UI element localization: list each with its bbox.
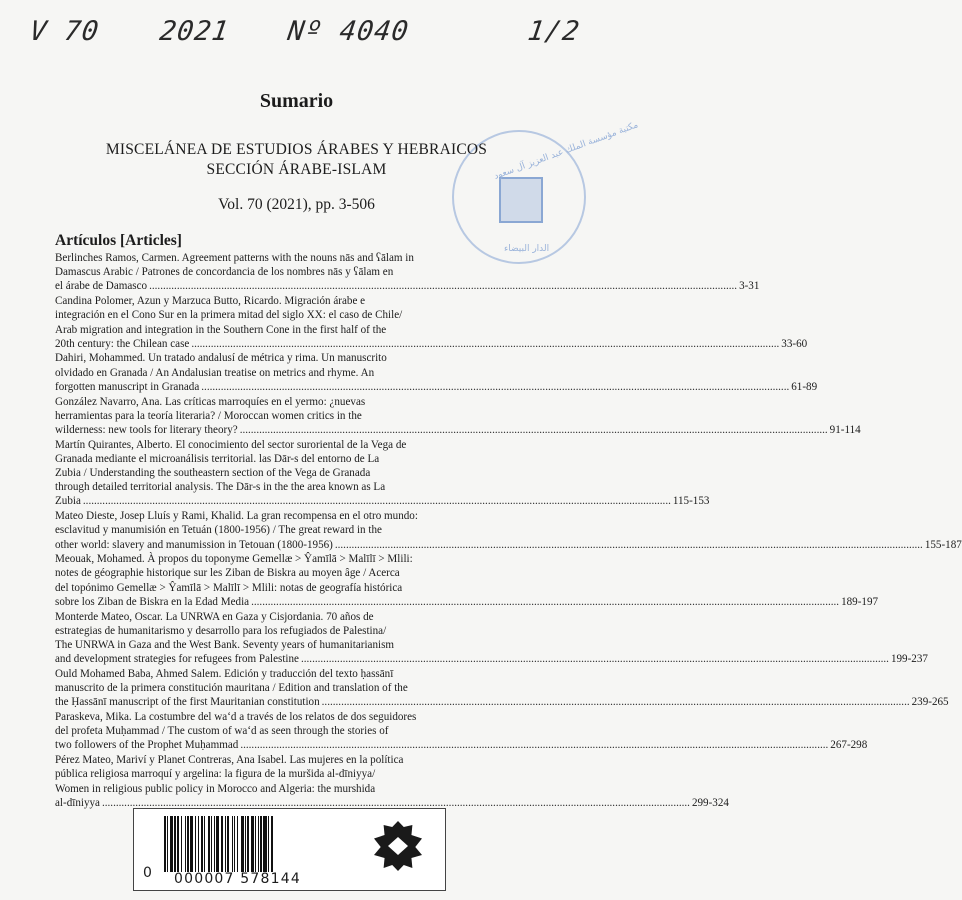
toc-entry [55, 395, 861, 438]
toc-entry [55, 438, 710, 509]
barcode-lead-digit: 0 [143, 865, 152, 881]
toc-entry-last-text: the Ḥassānī manuscript of the first Mauritanian constitution [55, 696, 320, 709]
dot-leader [251, 595, 839, 609]
toc-entry-line: Meouak, Mohamed. À propos du toponyme Gemellæ > Ŷamīlā > Malīlī > Mlili: [55, 553, 413, 566]
toc-entry-line: pública religiosa marroquí y argelina: la figura de la muršida al-dīniyya/ [55, 768, 376, 781]
toc-entry-last-text: 20th century: the Chilean case [55, 337, 190, 350]
handwritten-volume: V 70 [27, 16, 102, 47]
toc-entry-last-text: forgotten manuscript in Granada [55, 380, 200, 393]
toc-entry-last-line [55, 595, 879, 609]
toc-entry-line: del topónimo Gemellæ > Ŷamīlā > Malīlī > Mlili: notas de geografía histórica [55, 581, 403, 594]
toc-entry [55, 667, 949, 710]
toc-entry-last-line [55, 279, 760, 293]
toc-entry [55, 610, 928, 667]
toc-entry-pages: 33-60 [781, 337, 808, 350]
toc-entry-line: Paraskeva, Mika. La costumbre del wa‘d a través de los relatos de dos seguidores [55, 711, 417, 723]
handwritten-number: Nº 4040 [285, 16, 411, 47]
toc-entry-pages: 155-187 [924, 538, 962, 551]
journal-name [0, 140, 593, 180]
dot-leader [201, 380, 789, 394]
toc-entry-pages: 189-197 [841, 595, 879, 608]
toc-entry-last-line [55, 738, 868, 752]
toc-entry-last-line [55, 695, 949, 709]
toc-entry-last-line [55, 538, 962, 552]
toc-entry-line: Arab migration and integration in the Southern Cone in the first half of the [55, 323, 387, 336]
dot-leader [149, 279, 737, 293]
dot-leader [322, 695, 910, 709]
dot-leader [240, 738, 828, 752]
toc-entry-line: notes de géographie historique sur les Ziban de Biskra au moyen âge / Acerca [55, 567, 400, 580]
dot-leader [191, 337, 779, 351]
toc-entry-line: olvidado en Granada / An Andalusian treatise on metrics and rhyme. An [55, 366, 375, 379]
toc-entry-last-text: wilderness: new tools for literary theory? [55, 423, 238, 436]
toc-entry-last-line [55, 337, 808, 351]
barcode-label [133, 808, 446, 891]
toc-entry-pages: 91-114 [829, 423, 861, 436]
toc-entry-line: Women in religious public policy in Morocco and Algeria: the murshida [55, 782, 376, 795]
toc-entry-last-text: al-dīniyya [55, 796, 100, 809]
toc-entry-line: González Navarro, Ana. Las críticas marroquíes en el yermo: ¿nuevas [55, 395, 366, 408]
journal-line-2: SECCIÓN ÁRABE-ISLAM [206, 161, 387, 178]
volume-info: Vol. 70 (2021), pp. 3-506 [218, 196, 375, 213]
barcode-number: 000007 578144 [174, 871, 301, 887]
toc-entry-line: Damascus Arabic / Patrones de concordancia de los nombres nās y ʕālam en [55, 266, 394, 279]
toc-entry [55, 552, 879, 609]
toc-entry-pages: 61-89 [791, 380, 818, 393]
toc-entry-line: herramientas para la teoría literaria? / Moroccan women critics in the [55, 409, 362, 422]
toc-entry-line: del profeta Muḥammad / The custom of wa‘d as seen through the stories of [55, 725, 389, 738]
toc-entry-line: manuscrito de la primera constitución mauritana / Edition and translation of the [55, 682, 408, 695]
toc-entry-last-text: other world: slavery and manumission in Tetouan (1800-1956) [55, 538, 333, 551]
toc-entry [55, 251, 760, 294]
toc-entry-last-line [55, 380, 818, 394]
toc-entry-pages: 299-324 [691, 796, 729, 809]
toc-entry-pages: 115-153 [672, 495, 710, 508]
toc-entry-last-text: sobre los Ziban de Biskra en la Edad Media [55, 595, 250, 608]
toc-entry-line: integración en el Cono Sur en la primera mitad del siglo XX: el caso de Chile/ [55, 309, 403, 322]
toc-entry-line: The UNRWA in Gaza and the West Bank. Seventy years of humanitarianism [55, 638, 395, 651]
toc-entry [55, 710, 868, 753]
toc-entry-line: Ould Mohamed Baba, Ahmed Salem. Edición y traducción del texto ḥassānī [55, 667, 394, 680]
toc-entry-last-text: and development strategies for refugees from Palestine [55, 653, 299, 666]
toc-entry-line: Dahiri, Mohammed. Un tratado andalusí de métrica y rima. Un manuscrito [55, 352, 387, 365]
toc-entry [55, 294, 808, 351]
toc-entry-pages: 199-237 [890, 653, 928, 666]
toc-entry-pages: 267-298 [830, 739, 868, 752]
toc-entry-last-line [55, 494, 710, 508]
stamp-text-bottom: الدار البيضاء [504, 244, 550, 254]
toc-entry-last-text: Zubia [55, 495, 81, 508]
toc-entry-line: Zubia / Understanding the southeastern section of the Vega de Granada [55, 467, 371, 480]
toc-entry [55, 351, 818, 394]
stamp-text-top: مكتبة مؤسسة الملك عبد العزيز آل سعود [492, 120, 640, 182]
toc-entry-line: Granada mediante el microanálisis territorial. las Dār-s del entorno de La [55, 452, 380, 465]
dot-leader [301, 652, 889, 666]
journal-line-1: MISCELÁNEA DE ESTUDIOS ÁRABES Y HEBRAICOS [105, 141, 488, 158]
handwritten-year: 2021 [157, 16, 232, 47]
toc-entry-pages: 239-265 [911, 696, 949, 709]
toc-entry-last-line [55, 652, 928, 666]
toc-entry-line: Mateo Dieste, Josep Lluís y Rami, Khalid. La gran recompensa en el otro mundo: [55, 510, 418, 523]
toc-entry-line: through detailed territorial analysis. The Dār-s in the the area known as La [55, 481, 386, 494]
dot-leader [83, 494, 671, 508]
barcode-bars [164, 816, 364, 872]
table-of-contents [55, 251, 962, 810]
dot-leader [335, 538, 923, 552]
toc-entry-line: Monterde Mateo, Oscar. La UNRWA en Gaza y Cisjordania. 70 años de [55, 610, 374, 623]
barcode-gap [273, 816, 274, 872]
toc-entry-pages: 3-31 [739, 280, 760, 293]
toc-entry-last-line [55, 423, 861, 437]
toc-entry-line: Candina Polomer, Azun y Marzuca Butto, Ricardo. Migración árabe e [55, 295, 366, 308]
handwritten-part: 1/2 [525, 16, 582, 47]
page-title: Sumario [259, 90, 334, 112]
toc-entry-line: Martín Quirantes, Alberto. El conocimiento del sector suroriental de la Vega de [55, 438, 407, 451]
toc-entry-last-text: el árabe de Damasco [55, 280, 148, 293]
toc-entry-last-text: two followers of the Prophet Muḥammad [55, 739, 239, 752]
toc-entry-line: Pérez Mateo, Mariví y Planet Contreras, Ana Isabel. Las mujeres en la política [55, 754, 404, 767]
toc-entry-line: esclavitud y manumisión en Tetuán (1800-1956) / The great reward in the [55, 524, 382, 537]
toc-entry [55, 753, 729, 810]
section-heading: Artículos [Articles] [55, 232, 182, 249]
dot-leader [240, 423, 828, 437]
toc-entry [55, 509, 962, 552]
toc-entry-line: Berlinches Ramos, Carmen. Agreement patterns with the nouns nās and ʕālam in [55, 252, 414, 264]
toc-entry-line: estrategias de humanitarismo y desarrollo para los refugiados de Palestina/ [55, 624, 387, 637]
